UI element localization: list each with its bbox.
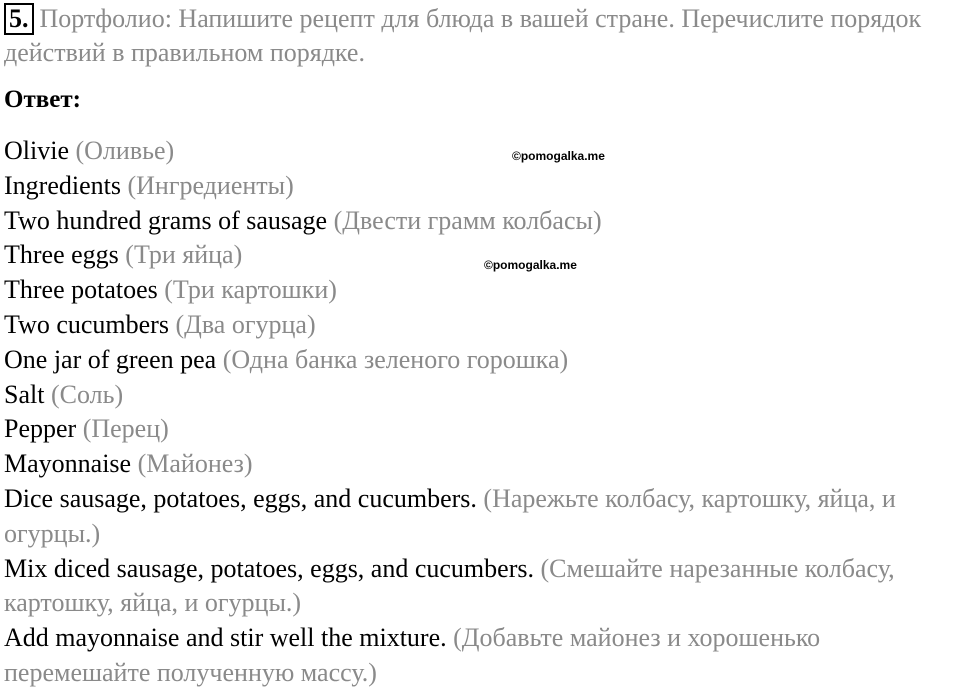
line-english: Salt (4, 379, 45, 409)
line-english: Add mayonnaise and stir well the mixture. (4, 623, 447, 653)
recipe-line (4, 447, 956, 482)
line-english: Dice sausage, potatoes, eggs, and cucumbers. (4, 483, 477, 513)
line-russian: (Нарежьте колбасу, картошку, яйца, и огурцы.) (4, 483, 896, 548)
recipe-line (4, 273, 956, 308)
line-russian: (Оливье) (75, 136, 175, 165)
recipe-line (4, 134, 956, 169)
line-russian: (Одна банка зеленого горошка) (222, 344, 569, 374)
watermark: ©pomogalka.me (512, 149, 605, 163)
recipe-line (4, 621, 956, 691)
line-english: Mix diced sausage, potatoes, eggs, and cucumbers. (4, 553, 534, 583)
line-russian: (Три яйца) (125, 240, 243, 270)
task-statement (4, 2, 954, 70)
line-russian: (Двести грамм колбасы) (333, 205, 602, 235)
recipe-line (4, 238, 956, 273)
line-russian: (Майонез) (137, 449, 253, 479)
line-english: Two cucumbers (4, 309, 169, 339)
line-russian: (Смешайте нарезанные колбасу, картошку, яйца, и огурцы.) (4, 553, 895, 618)
line-russian: (Добавьте майонез и хорошенько перемешайте полученную массу.) (4, 623, 821, 687)
line-english: Two hundred grams of sausage (4, 205, 328, 235)
recipe-line (4, 343, 956, 378)
line-english: Olivie (4, 136, 69, 165)
line-russian: (Три картошки) (164, 275, 337, 305)
line-russian: (Два огурца) (175, 309, 316, 339)
task-text: Портфолио: Напишите рецепт для блюда в вашей стране. Перечислите порядок действий в правильном порядке. (4, 4, 922, 67)
recipe-lines (4, 134, 956, 691)
line-english: Ingredients (4, 170, 121, 200)
answer-label: Ответ: (4, 86, 81, 113)
recipe-line (4, 169, 956, 204)
recipe-line (4, 412, 956, 447)
line-english: Mayonnaise (4, 449, 132, 479)
recipe-line (4, 378, 956, 413)
line-english: Three eggs (4, 240, 119, 270)
task-number: 5. (4, 3, 34, 35)
line-english: Pepper (4, 414, 77, 444)
recipe-line (4, 552, 956, 622)
recipe-line (4, 482, 956, 552)
recipe-line (4, 308, 956, 343)
line-english: One jar of green pea (4, 344, 217, 374)
line-russian: (Перец) (82, 414, 169, 444)
line-russian: (Соль) (50, 379, 124, 409)
recipe-line (4, 204, 956, 239)
line-english: Three potatoes (4, 275, 158, 305)
line-russian: (Ингредиенты) (127, 170, 294, 200)
watermark: ©pomogalka.me (484, 258, 577, 272)
